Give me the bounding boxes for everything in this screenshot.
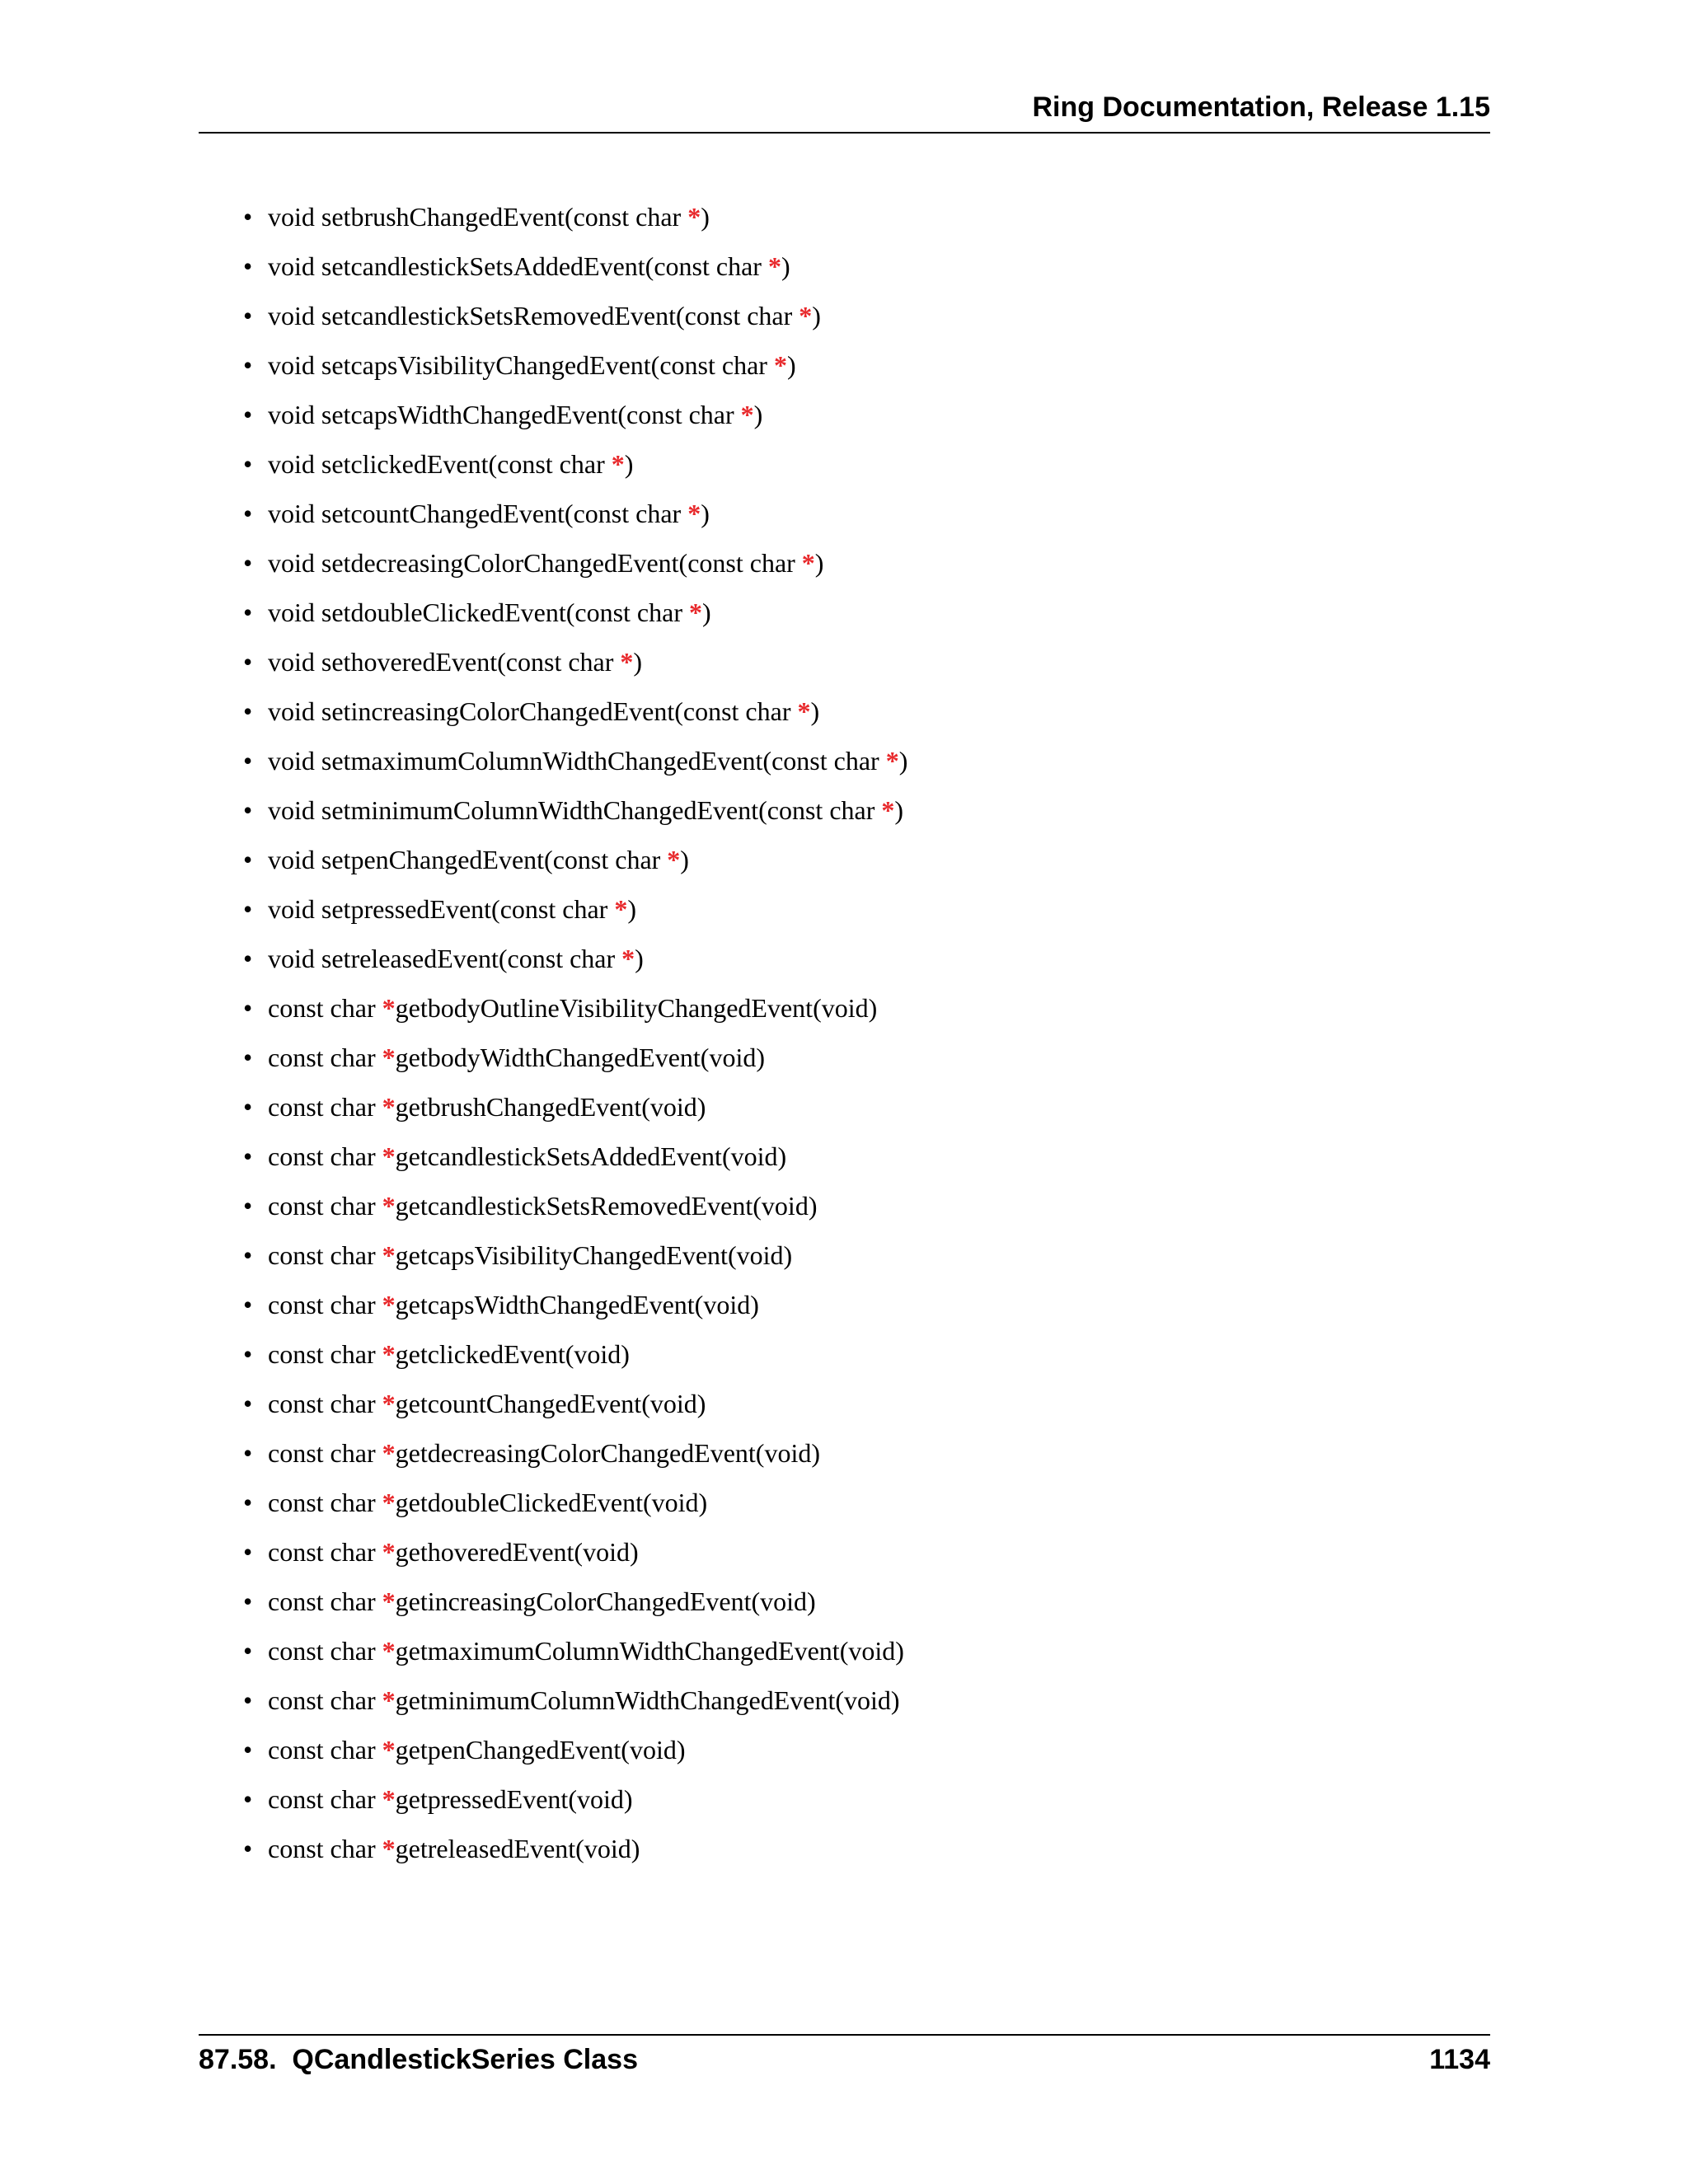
- signature-prefix: void setdoubleClickedEvent(const char: [268, 598, 689, 627]
- signature-suffix: getbodyOutlineVisibilityChangedEvent(void): [395, 993, 878, 1023]
- signature-suffix: ): [753, 400, 763, 429]
- pointer-asterisk: *: [767, 251, 781, 281]
- bullet-icon: •: [243, 1092, 253, 1122]
- pointer-asterisk: *: [797, 696, 811, 726]
- signature-prefix: const char: [268, 993, 382, 1023]
- list-item: [243, 1333, 907, 1383]
- pointer-asterisk: *: [382, 993, 396, 1023]
- pointer-asterisk: *: [382, 1240, 396, 1270]
- signature-prefix: void setcandlestickSetsAddedEvent(const char: [268, 251, 768, 281]
- pointer-asterisk: *: [382, 1636, 396, 1666]
- list-item: [243, 1581, 907, 1630]
- bullet-icon: •: [243, 1834, 253, 1863]
- signature-suffix: ): [635, 944, 644, 973]
- list-item: [243, 1284, 907, 1333]
- signature-suffix: getminimumColumnWidthChangedEvent(void): [395, 1685, 900, 1715]
- signature-suffix: ): [633, 647, 643, 677]
- list-item: [243, 691, 907, 740]
- list-item: [243, 1037, 907, 1086]
- bullet-icon: •: [243, 696, 253, 726]
- list-item: [243, 1235, 907, 1284]
- pointer-asterisk: *: [667, 845, 681, 874]
- bullet-icon: •: [243, 1339, 253, 1369]
- section-title: 87.58. QCandlestickSeries Class: [199, 2044, 638, 2075]
- list-item: [243, 987, 907, 1037]
- bullet-icon: •: [243, 1043, 253, 1072]
- signature-prefix: const char: [268, 1834, 382, 1863]
- signature-prefix: void setreleasedEvent(const char: [268, 944, 622, 973]
- signature-suffix: getcountChangedEvent(void): [395, 1389, 706, 1418]
- signature-prefix: void setincreasingColorChangedEvent(const char: [268, 696, 798, 726]
- signature-suffix: ): [701, 499, 710, 528]
- bullet-icon: •: [243, 548, 253, 578]
- pointer-asterisk: *: [382, 1784, 396, 1814]
- signature-suffix: getdecreasingColorChangedEvent(void): [395, 1438, 820, 1468]
- list-item: [243, 295, 907, 344]
- signature-suffix: getpressedEvent(void): [395, 1784, 633, 1814]
- list-item: [243, 1531, 907, 1581]
- list-item: [243, 246, 907, 295]
- bullet-icon: •: [243, 449, 253, 479]
- signature-prefix: const char: [268, 1240, 382, 1270]
- page-header: [199, 91, 1490, 134]
- signature-suffix: getcandlestickSetsAddedEvent(void): [395, 1141, 787, 1171]
- bullet-icon: •: [243, 400, 253, 429]
- list-item: [243, 394, 907, 443]
- bullet-icon: •: [243, 499, 253, 528]
- pointer-asterisk: *: [382, 1092, 396, 1122]
- list-item: [243, 888, 907, 938]
- list-item: [243, 938, 907, 987]
- list-item: [243, 493, 907, 542]
- signature-suffix: ): [894, 795, 904, 825]
- signature-prefix: const char: [268, 1092, 382, 1122]
- list-item: [243, 1383, 907, 1432]
- signature-prefix: const char: [268, 1339, 382, 1369]
- pointer-asterisk: *: [687, 202, 701, 232]
- signature-prefix: const char: [268, 1488, 382, 1517]
- page-footer: [199, 2034, 1490, 2075]
- signature-prefix: const char: [268, 1438, 382, 1468]
- signature-prefix: const char: [268, 1141, 382, 1171]
- document-title: Ring Documentation, Release 1.15: [1032, 91, 1490, 123]
- signature-suffix: getpenChangedEvent(void): [395, 1735, 686, 1765]
- pointer-asterisk: *: [382, 1339, 396, 1369]
- list-item: [243, 641, 907, 691]
- bullet-icon: •: [243, 845, 253, 874]
- list-item: [243, 740, 907, 790]
- signature-suffix: ): [624, 449, 634, 479]
- list-item: [243, 196, 907, 246]
- signature-suffix: getreleasedEvent(void): [395, 1834, 640, 1863]
- method-list: [243, 196, 907, 1877]
- bullet-icon: •: [243, 993, 253, 1023]
- pointer-asterisk: *: [382, 1141, 396, 1171]
- signature-suffix: ): [781, 251, 790, 281]
- list-item: [243, 1680, 907, 1729]
- signature-suffix: ): [701, 598, 711, 627]
- signature-suffix: getcapsVisibilityChangedEvent(void): [395, 1240, 793, 1270]
- list-item: [243, 1779, 907, 1828]
- pointer-asterisk: *: [382, 1834, 396, 1863]
- signature-suffix: ): [680, 845, 689, 874]
- signature-prefix: void setpenChangedEvent(const char: [268, 845, 668, 874]
- bullet-icon: •: [243, 795, 253, 825]
- bullet-icon: •: [243, 350, 253, 380]
- signature-prefix: const char: [268, 1685, 382, 1715]
- pointer-asterisk: *: [620, 647, 634, 677]
- list-item: [243, 1432, 907, 1482]
- signature-prefix: const char: [268, 1389, 382, 1418]
- pointer-asterisk: *: [382, 1389, 396, 1418]
- list-item: [243, 1086, 907, 1136]
- signature-suffix: gethoveredEvent(void): [395, 1537, 639, 1567]
- pointer-asterisk: *: [611, 449, 625, 479]
- bullet-icon: •: [243, 251, 253, 281]
- list-item: [243, 1185, 907, 1235]
- bullet-icon: •: [243, 894, 253, 924]
- signature-prefix: const char: [268, 1290, 382, 1319]
- bullet-icon: •: [243, 1586, 253, 1616]
- list-item: [243, 1828, 907, 1877]
- signature-suffix: ): [627, 894, 636, 924]
- signature-suffix: getdoubleClickedEvent(void): [395, 1488, 708, 1517]
- signature-suffix: getcandlestickSetsRemovedEvent(void): [395, 1191, 818, 1221]
- signature-suffix: ): [812, 301, 821, 330]
- pointer-asterisk: *: [382, 1438, 396, 1468]
- bullet-icon: •: [243, 598, 253, 627]
- bullet-icon: •: [243, 746, 253, 776]
- bullet-icon: •: [243, 944, 253, 973]
- page-number: 1134: [1429, 2044, 1490, 2075]
- signature-suffix: getclickedEvent(void): [395, 1339, 630, 1369]
- list-item: [243, 443, 907, 493]
- signature-suffix: getincreasingColorChangedEvent(void): [395, 1586, 816, 1616]
- bullet-icon: •: [243, 647, 253, 677]
- pointer-asterisk: *: [885, 746, 899, 776]
- signature-prefix: void setpressedEvent(const char: [268, 894, 615, 924]
- list-item: [243, 790, 907, 839]
- signature-prefix: const char: [268, 1784, 382, 1814]
- pointer-asterisk: *: [382, 1191, 396, 1221]
- pointer-asterisk: *: [382, 1537, 396, 1567]
- bullet-icon: •: [243, 1438, 253, 1468]
- list-item: [243, 1482, 907, 1531]
- signature-prefix: const char: [268, 1043, 382, 1072]
- signature-suffix: ): [814, 548, 824, 578]
- signature-prefix: const char: [268, 1735, 382, 1765]
- bullet-icon: •: [243, 301, 253, 330]
- signature-suffix: ): [898, 746, 908, 776]
- pointer-asterisk: *: [382, 1290, 396, 1319]
- signature-prefix: const char: [268, 1586, 382, 1616]
- pointer-asterisk: *: [740, 400, 754, 429]
- bullet-icon: •: [243, 1636, 253, 1666]
- signature-suffix: ): [786, 350, 796, 380]
- signature-prefix: void setdecreasingColorChangedEvent(const char: [268, 548, 802, 578]
- pointer-asterisk: *: [687, 499, 701, 528]
- signature-suffix: getbrushChangedEvent(void): [395, 1092, 706, 1122]
- bullet-icon: •: [243, 1488, 253, 1517]
- list-item: [243, 839, 907, 888]
- signature-prefix: void setminimumColumnWidthChangedEvent(const char: [268, 795, 882, 825]
- list-item: [243, 1729, 907, 1779]
- bullet-icon: •: [243, 1240, 253, 1270]
- signature-prefix: void sethoveredEvent(const char: [268, 647, 621, 677]
- signature-suffix: ): [810, 696, 820, 726]
- pointer-asterisk: *: [881, 795, 895, 825]
- bullet-icon: •: [243, 1685, 253, 1715]
- list-item: [243, 592, 907, 641]
- bullet-icon: •: [243, 1389, 253, 1418]
- pointer-asterisk: *: [621, 944, 635, 973]
- pointer-asterisk: *: [799, 301, 813, 330]
- signature-suffix: ): [701, 202, 710, 232]
- signature-prefix: void setmaximumColumnWidthChangedEvent(const char: [268, 746, 886, 776]
- list-item: [243, 344, 907, 394]
- signature-prefix: void setcountChangedEvent(const char: [268, 499, 688, 528]
- signature-suffix: getbodyWidthChangedEvent(void): [395, 1043, 765, 1072]
- bullet-icon: •: [243, 202, 253, 232]
- pointer-asterisk: *: [382, 1488, 396, 1517]
- pointer-asterisk: *: [382, 1043, 396, 1072]
- signature-prefix: void setcapsWidthChangedEvent(const char: [268, 400, 741, 429]
- pointer-asterisk: *: [382, 1685, 396, 1715]
- signature-prefix: void setclickedEvent(const char: [268, 449, 612, 479]
- bullet-icon: •: [243, 1537, 253, 1567]
- pointer-asterisk: *: [614, 894, 628, 924]
- signature-prefix: const char: [268, 1191, 382, 1221]
- signature-prefix: void setcandlestickSetsRemovedEvent(const char: [268, 301, 799, 330]
- list-item: [243, 542, 907, 592]
- signature-suffix: getcapsWidthChangedEvent(void): [395, 1290, 759, 1319]
- list-item: [243, 1136, 907, 1185]
- pointer-asterisk: *: [382, 1735, 396, 1765]
- bullet-icon: •: [243, 1141, 253, 1171]
- bullet-icon: •: [243, 1191, 253, 1221]
- signature-suffix: getmaximumColumnWidthChangedEvent(void): [395, 1636, 904, 1666]
- signature-prefix: void setcapsVisibilityChangedEvent(const char: [268, 350, 774, 380]
- pointer-asterisk: *: [801, 548, 815, 578]
- bullet-icon: •: [243, 1735, 253, 1765]
- pointer-asterisk: *: [773, 350, 787, 380]
- signature-prefix: const char: [268, 1537, 382, 1567]
- pointer-asterisk: *: [382, 1586, 396, 1616]
- signature-prefix: void setbrushChangedEvent(const char: [268, 202, 688, 232]
- pointer-asterisk: *: [688, 598, 702, 627]
- signature-prefix: const char: [268, 1636, 382, 1666]
- bullet-icon: •: [243, 1784, 253, 1814]
- list-item: [243, 1630, 907, 1680]
- bullet-icon: •: [243, 1290, 253, 1319]
